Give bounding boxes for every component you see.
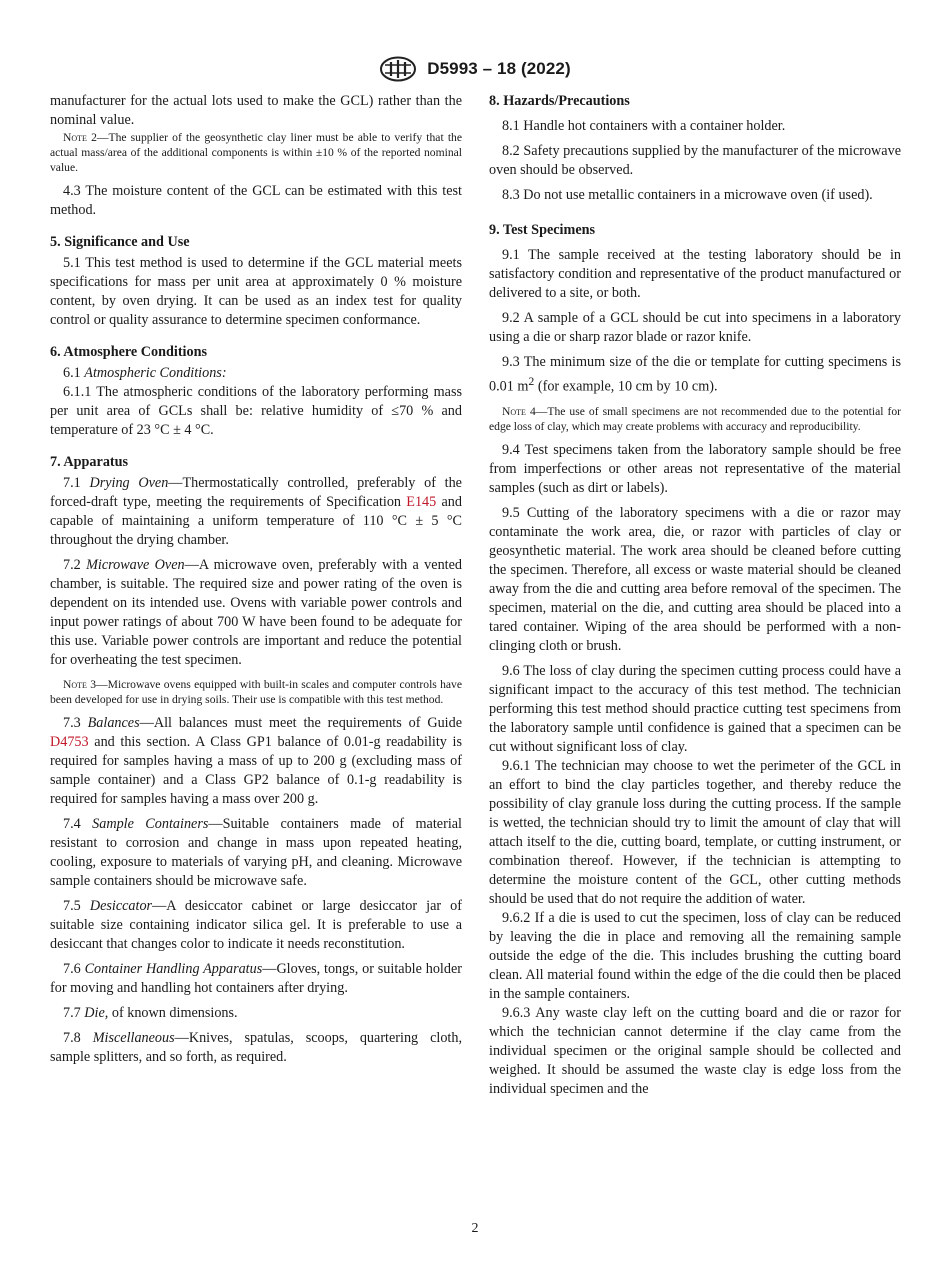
heading-section-6: 6. Atmosphere Conditions xyxy=(50,344,208,360)
note-4: Note 4—The use of small specimens are not recommended due to the potential for edge loss of clay, which may create problems with accuracy and reproducibility. xyxy=(489,404,901,433)
paragraph-8-3: 8.3 Do not use metallic containers in a microwave oven (if used). xyxy=(502,187,873,203)
page-number: 2 xyxy=(471,1221,479,1236)
reference-link-e145[interactable]: E145 xyxy=(406,494,437,510)
note-2: Note 2—The supplier of the geosynthetic clay liner must be able to verify that the actual mass/area of the additional components is within ±10 % of the reported nominal value. xyxy=(50,131,462,174)
paragraph-9-3: 9.3 The minimum size of the die or template for cutting specimens is 0.01 $m^2$ (for example, 10 cm by 10 cm). xyxy=(489,354,901,395)
paragraph-5-1: 5.1 This test method is used to determine if the GCL material meets specifications for mass per unit area at approximately 0 % moisture content, by oven drying. It can be used as an index test for quality control or quality assurance to determine specimen conformance. xyxy=(50,255,462,328)
paragraph-9-6-3: 9.6.3 Any waste clay left on the cutting board and die or razor for which the technician cannot determine if the clay came from the individual specimen or the original sample should be collected and weighed. It should be assumed the waste clay is edge loss from the individual specimen and the xyxy=(489,1004,901,1097)
paragraph-9-6-2: 9.6.2 If a die is used to cut the specimen, loss of clay can be reduced by leaving the die in place and removing all the remaining sample outside the edge of the die. This includes brushing the cutting board clean. All material found within the edge of the die could then be placed in the sample containers. xyxy=(489,909,901,1002)
paragraph-7-2: 7.2 Microwave Oven—A microwave oven, preferably with a vented chamber, is suitable. The required size and power rating of the oven is dependent on its intended use. Ovens with variable power controls and input power ratings of about 700 W have been found to be adequate for this use. Variable power controls are important and reduce the potential for overheating the test specimen. xyxy=(50,557,462,668)
paragraph-6-1: 6.1 Atmospheric Conditions: xyxy=(63,365,227,381)
right-column xyxy=(489,92,901,1099)
paragraph-7-4: 7.4 Sample Containers—Suitable containers made of material resistant to corrosion and change in mass upon repeated heating, cooling, exposure to materials of varying pH, and cleaning. Microwave sample containers should be microwave safe. xyxy=(50,816,462,889)
paragraph-7-1: 7.1 Drying Oven—Thermostatically controlled, preferably of the forced-draft type, meeting the requirements of Specification E145 and capable of maintaining a uniform temperature of 110 °C ± 5 °C throughout the drying chamber. xyxy=(50,475,462,548)
paragraph-9-4: 9.4 Test specimens taken from the laboratory sample should be free from imperfections or other areas not representative of the material samples (such as dirt or labels). xyxy=(489,441,901,496)
paragraph-8-2: 8.2 Safety precautions supplied by the manufacturer of the microwave oven should be observed. xyxy=(489,143,901,178)
paragraph-9-5: 9.5 Cutting of the laboratory specimens with a die or razor may contaminate the work area, die, or razor with particles of clay or geosynthetic material. The work area should be cleaned before cutting the specimen. Therefore, all excess or waste material should be cleaned away from the die and cutting area before removal of the specimen. The specimen, material on the die, and cutting area should be placed into a tared container. Wiping of the area should be performed with a non-clinging cloth or brush. xyxy=(489,504,901,654)
reference-link-d4753[interactable]: D4753 xyxy=(50,734,89,750)
paragraph-7-6: 7.6 Container Handling Apparatus—Gloves, tongs, or suitable holder for moving and handling hot containers after drying. xyxy=(50,961,462,996)
heading-section-8: 8. Hazards/Precautions xyxy=(489,93,630,109)
paragraph-8-1: 8.1 Handle hot containers with a container holder. xyxy=(502,118,786,134)
note-3: Note 3—Microwave ovens equipped with built-in scales and computer controls have been developed for use in drying soils. Their use is compatible with this test method. xyxy=(50,678,462,706)
paragraph-7-5: 7.5 Desiccator—A desiccator cabinet or large desiccator jar of suitable size containing indicator silica gel. It is preferable to use a desiccant that changes color to indicate it needs reconstitution. xyxy=(50,898,463,952)
heading-section-5: 5. Significance and Use xyxy=(50,234,190,250)
page-header xyxy=(0,56,950,82)
astm-logo-icon xyxy=(379,56,417,82)
paragraph-9-2: 9.2 A sample of a GCL should be cut into specimens in a laboratory using a die or sharp razor blade or razor knife. xyxy=(489,310,901,345)
paragraph-6-1-1: 6.1.1 The atmospheric conditions of the laboratory performing mass per unit area of GCLs shall be: relative humidity of ≤70 % and temperature of 23 °C ± 4 °C. xyxy=(50,384,462,438)
heading-section-9: 9. Test Specimens xyxy=(489,222,596,238)
paragraph-9-1: 9.1 The sample received at the testing laboratory should be in satisfactory condition and representative of the product manufactured or delivered to a site, or both. xyxy=(489,247,901,301)
heading-section-7: 7. Apparatus xyxy=(50,454,129,470)
paragraph-7-3: 7.3 Balances—All balances must meet the requirements of Guide D4753 and this section. A Class GP1 balance of 0.01-g readability is required for samples having a mass of up to 200 g (excluding mass of sample container) and a Class GP2 balance of 0.1-g readability is required for samples having a mass over 200 g. xyxy=(50,715,462,807)
paragraph-4-3: 4.3 The moisture content of the GCL can be estimated with this test method. xyxy=(50,183,462,218)
document-designation: D5993 – 18 (2022) xyxy=(427,59,571,78)
paragraph-7-8: 7.8 Miscellaneous—Knives, spatulas, scoops, quartering cloth, sample splitters, and so forth, as required. xyxy=(50,1030,462,1065)
paragraph-9-6: 9.6 The loss of clay during the specimen cutting process could have a significant impact to the accuracy of this test method. The technician performing this test method should practice cutting test specimens from the laboratory sample until confidence is gained that a specimen can be cut without significant loss of clay. xyxy=(489,662,901,755)
left-column xyxy=(50,92,462,1067)
paragraph-9-6-1: 9.6.1 The technician may choose to wet the perimeter of the GCL in an effort to bind the clay particles together, and thereby reduce the possibility of clay granule loss during the cutting process. If the sample is wetted, the technician should try to limit the amount of clay that will attach itself to the die, cutting board, template, or cutting instrument, or combination thereof. However, if the technician is attempting to determine the moisture content of the GCL, other cutting methods should be used that do not require the addition of water. xyxy=(489,757,901,907)
paragraph-continuation: manufacturer for the actual lots used to make the GCL) rather than the nominal value. xyxy=(50,93,462,128)
paragraph-7-7: 7.7 Die, of known dimensions. xyxy=(63,1005,238,1021)
